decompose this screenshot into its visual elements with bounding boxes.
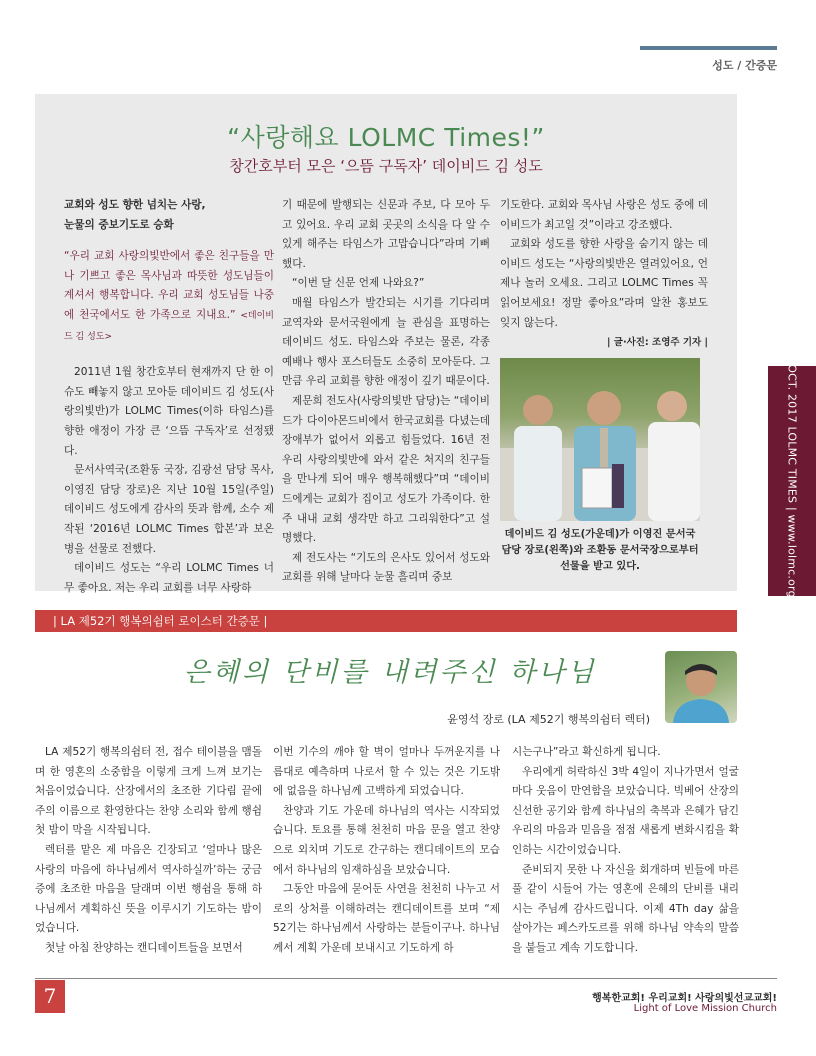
paragraph: 이번 기수의 깨야 할 벽이 얼마나 두꺼운지를 나름대로 예측하며 나로서 할 수 있는 것은 기도밖에 없음을 하나님께 고백하게 되었습니다. xyxy=(273,746,500,798)
feature-column-3 xyxy=(500,196,708,353)
feature-title: “사랑해요 LOLMC Times!” xyxy=(227,123,545,152)
paragraph: 기도한다. 교회와 목사님 사랑은 성도 중에 데이비드가 최고일 것”이라고 강조했다. xyxy=(500,199,708,231)
paragraph: 준비되지 못한 나 자신을 회개하며 빈들에 마른풀 같이 시들어 가는 영혼에 은혜의 단비를 내리시는 주님께 감사드립니다. 이제 4Th day 삶을 살아가는 페스카도르를 위해 하나님 약속의 말씀을 붙들고 계속 기도합니다. xyxy=(512,863,739,954)
lead-line-2: 눈물의 중보기도로 승화 xyxy=(64,218,174,231)
testimony-section-bar: | LA 제52기 행복의쉼터 로이스터 간증문 | xyxy=(35,610,737,632)
paragraph: 우리에게 허락하신 3박 4일이 지나가면서 얼굴마다 웃음이 만연함을 보았습니다. 빅베어 산장의 신선한 공기와 함께 하나님의 축복과 은혜가 담긴 우리의 마음과 믿음을 점점 새롭게 변화시킴을 확인하는 시간이었습니다. xyxy=(512,765,739,856)
byline: | 글·사진: 조영주 기자 | xyxy=(607,337,708,349)
testimony-column-2 xyxy=(273,743,500,959)
feature-photo xyxy=(500,358,700,521)
paragraph: LA 제52기 행복의쉼터 전, 접수 테이블을 맴돌며 한 영혼의 소중함을 이렇게 크게 느껴 보기는 처음이었습니다. 산장에서의 초조한 기다림 끝에 주의 이름으로 환영한다는 찬양 소리와 함께 행쉼 첫 밤이 막을 시작됩니다. xyxy=(35,746,262,837)
paragraph: 첫날 아침 찬양하는 캔디데이트들을 보면서 xyxy=(45,941,243,954)
paragraph: “이번 달 신문 언제 나와요?” xyxy=(292,277,425,290)
paragraph: 그동안 마음에 묻어둔 사연을 천천히 나누고 서로의 상처를 이해하려는 캔디데이트를 보며 “제52기는 하나님께서 사랑하는 분들이구나. 하나님께서 계획 가운데 보내시고 기도하게 하 xyxy=(273,883,500,954)
paragraph: 2011년 1월 창간호부터 현재까지 단 한 이슈도 빼놓지 않고 모아둔 데이비드 김 성도(사랑의빛반)가 LOLMC Times(이하 타임스)를 향한 애정이 가장 큰 ‘으뜸 구독자’로 선정됐다. xyxy=(64,366,274,457)
paragraph: 찬양과 기도 가운데 하나님의 역사는 시작되었습니다. 토요를 통해 천천히 마음 문을 열고 찬양으로 외치며 기도로 간구하는 캔디데이트의 모습에서 하나님의 임재하심을 보았습니다. xyxy=(273,804,500,876)
paragraph: 제문희 전도사(사랑의빛반 담당)는 “데이비드가 다이아몬드비에서 한국교회를 다녔는데 장애부가 없어서 외롭고 힘들었다. 16년 전 우리 사랑의빛반에 와서 같은 처지의 친구들을 만나게 되어 매우 행복해했다”며 “데이비드에게는 교회가 집이고 성도가 가족이다. 한 주 내내 교회 생각만 하고 그리워한다”고 설명했다. xyxy=(282,394,490,545)
side-tab-text: OCT. 2017 LOLMC TIMES | www.lolmc.org xyxy=(785,364,799,598)
footer-slogan: 행복한교회! 우리교회! 사랑의빛선교교회! xyxy=(592,993,777,1004)
photo-caption: 데이비드 김 성도(가운데)가 이영진 문서국 담당 장로(왼쪽)와 조환동 문서국장으로부터 선물을 받고 있다. xyxy=(501,529,699,572)
testimony-author: 윤영석 장로 (LA 제52기 행복의쉼터 렉터) xyxy=(447,713,650,726)
testimony-column-3 xyxy=(512,743,739,959)
footer-church-name: Light of Love Mission Church xyxy=(633,1003,777,1014)
pull-quote-source: <데이비드 김 성도> xyxy=(64,310,274,342)
feature-photo-illustration xyxy=(500,358,700,521)
pull-quote: “우리 교회 사랑의빛반에서 좋은 친구들을 만나 기쁘고 좋은 목사님과 따뜻한 성도님들이 계셔서 행복합니다. 우리 교회 성도님들 나중에 천국에서도 한 가족으로 지내요.” xyxy=(64,250,274,321)
author-photo-illustration xyxy=(665,651,737,723)
paragraph: 교회와 성도를 향한 사랑을 숨기지 않는 데이비드 성도는 “사랑의빛반은 열려있어요, 언제나 놀러 오세요. 그리고 LOLMC Times 꼭 읽어보세요! 정말 좋아요”라며 알찬 홍보도 잊지 않는다. xyxy=(500,238,708,329)
lead-line-1: 교회와 성도 향한 넘치는 사랑, xyxy=(64,199,206,211)
feature-column-2 xyxy=(282,196,490,588)
side-tab xyxy=(768,366,816,596)
paragraph: 문서사역국(조환동 국장, 김광선 담당 목사, 이영진 담당 장로)은 지난 10월 15일(주일) 데이비드 성도에게 감사의 뜻과 함께, 소수 제작된 ‘2016년 LOLMC Times 합본’과 보온병을 선물로 전했다. xyxy=(64,464,274,555)
footer-rule xyxy=(35,978,777,979)
paragraph: 기 때문에 발행되는 신문과 주보, 다 모아 두고 있어요. 우리 교회 곳곳의 소식을 다 알 수 있게 해주는 타임스가 고맙습니다”라며 기뻐했다. xyxy=(282,199,490,270)
header-rule xyxy=(640,46,777,50)
page-number: 7 xyxy=(35,980,65,1013)
paragraph: 시는구나”라고 확신하게 됩니다. xyxy=(512,746,661,758)
feature-column-1 xyxy=(64,196,274,598)
author-photo xyxy=(665,651,737,723)
testimony-title: 은혜의 단비를 내려주신 하나님 xyxy=(183,657,597,688)
section-label: 성도 / 간증문 xyxy=(712,59,777,72)
testimony-column-1 xyxy=(35,743,262,959)
paragraph: 렉터를 맡은 제 마음은 긴장되고 ‘얼마나 많은 사랑의 마음에 하나님께서 역사하실까’하는 궁금증에 초조한 마음을 달래며 이번 행쉼을 통해 하나님께서 계획하신 뜻을 이루시기 기도하는 밤이었습니다. xyxy=(35,843,262,935)
paragraph: 데이비드 성도는 “우리 LOLMC Times 너무 좋아요. 저는 우리 교회를 너무 사랑하 xyxy=(64,562,274,594)
feature-subtitle: 창간호부터 모은 ‘으뜸 구독자’ 데이비드 김 성도 xyxy=(229,157,543,175)
paragraph: 매월 타임스가 발간되는 시기를 기다리며 교역자와 문서국원에게 늘 관심을 표명하는 데이비드 성도. 타임스와 주보는 물론, 각종 예배나 행사 포스터들도 소중히 모아둔다. 그만큼 우리 교회를 향한 애정이 깊기 때문이다. xyxy=(282,296,490,388)
paragraph: 제 전도사는 “기도의 은사도 있어서 성도와 교회를 위해 날마다 눈물 흘리며 중보 xyxy=(282,551,490,584)
